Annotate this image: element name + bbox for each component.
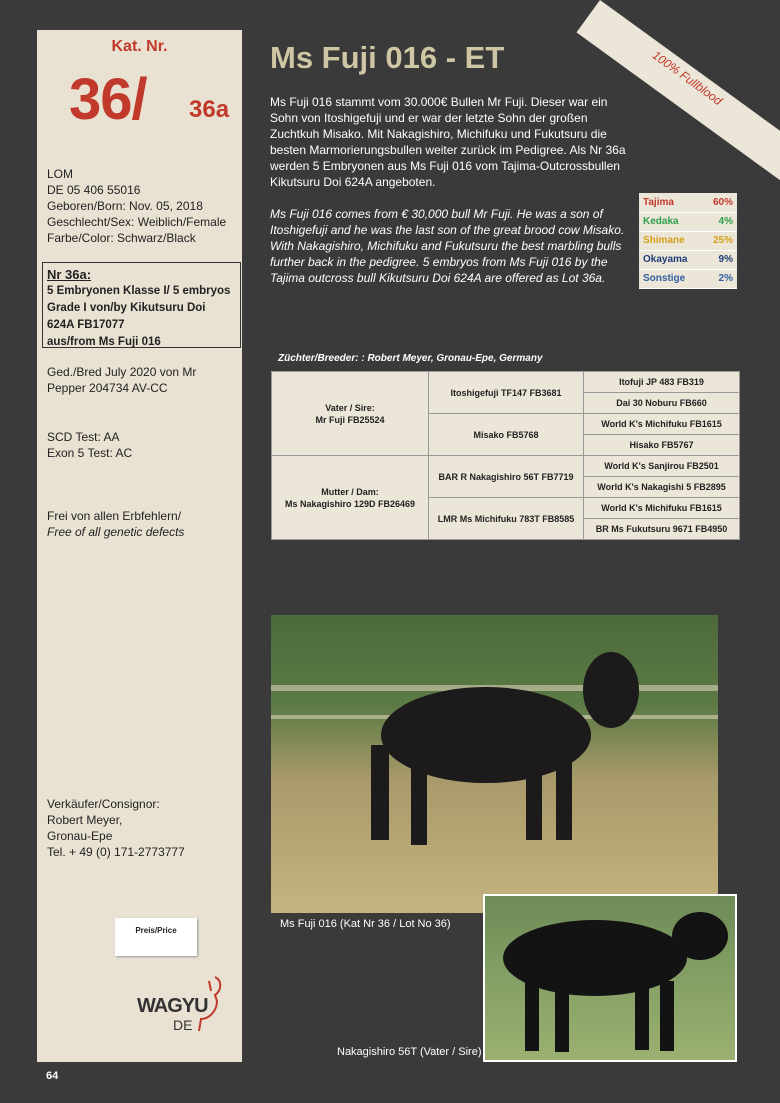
description-en: Ms Fuji 016 comes from € 30,000 bull Mr Fuji. He was a son of Itoshigefuji and he was the last son of the great brood cow Misako. With Nakagishiro, Michifuku and Fukutsuru the best marbling bulls further back in the pedigree. 5 embryos from Ms Fuji 016 by the Tajima outcross bull Kikutsuru Doi 624A are offered as Lot 36a.	[270, 207, 625, 285]
genetics-name: Kedaka	[639, 212, 703, 231]
sire-dam-cell: Misako FB5768	[429, 414, 584, 456]
consignor-block	[47, 796, 185, 860]
consignor-phone: Tel. + 49 (0) 171-2773777	[47, 845, 185, 859]
genetics-name: Okayama	[639, 250, 703, 269]
bred-block	[47, 364, 196, 396]
pedigree-table	[271, 371, 740, 540]
born-date: Geboren/Born: Nov. 05, 2018	[47, 199, 203, 213]
cow-photo	[271, 615, 718, 913]
sidebar	[37, 30, 242, 1062]
lot-number-secondary: 36a	[189, 96, 230, 123]
lot-36a-box	[42, 262, 241, 348]
consignor-label: Verkäufer/Consignor:	[47, 797, 160, 811]
color: Farbe/Color: Schwarz/Black	[47, 231, 196, 245]
bred-line: Pepper 204734 AV-CC	[47, 381, 168, 395]
genetics-name: Tajima	[639, 193, 703, 212]
lom-block	[47, 166, 226, 246]
exon-test: Exon 5 Test: AC	[47, 446, 133, 460]
genetics-percent: 9%	[703, 250, 737, 269]
genetics-row	[639, 250, 737, 269]
ancestor-cell: World K's Nakagishi 5 FB2895	[584, 477, 740, 498]
page-title: Ms Fuji 016 - ET	[270, 40, 505, 75]
logo-text: WAGYU	[137, 995, 208, 1017]
logo-subtext: DE	[173, 1017, 193, 1033]
ancestor-cell: Hisako FB5767	[584, 435, 740, 456]
genetics-percent: 25%	[703, 231, 737, 250]
defects-en: Free of all genetic defects	[47, 525, 185, 539]
genetics-row	[639, 231, 737, 250]
description-de: Ms Fuji 016 stammt vom 30.000€ Bullen Mr Fuji. Dieser war ein Sohn von Itoshigefuji und er war der letzte Sohn der großen Zuchtkuh Misako. Mit Nakagishiro, Michifuku und Fukutsuru die besten Marmorierungsbullen weiter zurück im Pedigree. Als Nr 36a werden 5 Embryonen aus Ms Fuji 016 vom Tajima-Outcrossbullen Kikutsuru Doi 624A angeboten.	[270, 95, 626, 189]
ancestor-cell: World K's Michifuku FB1615	[584, 414, 740, 435]
genetics-row	[639, 212, 737, 231]
lom-label: LOM	[47, 167, 74, 181]
fullblood-banner-text: 100% Fullblood	[649, 48, 725, 108]
sire-label: Vater / Sire:	[325, 402, 375, 413]
breeder-line: Züchter/Breeder: : Robert Meyer, Gronau-Epe, Germany	[278, 353, 543, 364]
ancestor-cell: Dai 30 Noburu FB660	[584, 393, 740, 414]
sire-name: Mr Fuji FB25524	[315, 414, 385, 425]
genetics-percent: 4%	[703, 212, 737, 231]
page-number: 64	[46, 1070, 59, 1082]
consignor-place: Gronau-Epe	[47, 829, 113, 843]
ancestor-cell: World K's Michifuku FB1615	[584, 498, 740, 519]
consignor-name: Robert Meyer,	[47, 813, 123, 827]
lot-number: 36/	[69, 67, 147, 132]
sex: Geschlecht/Sex: Weiblich/Female	[47, 215, 227, 229]
ancestor-cell: BR Ms Fukutsuru 9671 FB4950	[584, 519, 740, 540]
lot-36a-head: Nr 36a:	[47, 267, 92, 282]
photo-caption-1: Ms Fuji 016 (Kat Nr 36 / Lot No 36)	[280, 918, 451, 930]
lot-36a-line: aus/from Ms Fuji 016	[47, 336, 161, 348]
genetics-percent: 2%	[703, 269, 737, 288]
genetics-table	[639, 193, 737, 289]
scd-test: SCD Test: AA	[47, 430, 120, 444]
lot-36a-line: 5 Embryonen Klasse I/ 5 embryos	[47, 285, 231, 297]
bred-line: Ged./Bred July 2020 von Mr	[47, 365, 197, 379]
dam-label: Mutter / Dam:	[321, 486, 379, 497]
lom-number: DE 05 406 55016	[47, 183, 141, 197]
price-box: Preis/Price	[115, 918, 197, 956]
kat-label: Kat. Nr.	[111, 38, 168, 55]
cow-illustration	[271, 615, 718, 913]
ancestor-cell: Itofuji JP 483 FB319	[584, 372, 740, 393]
dam-sire-cell: BAR R Nakagishiro 56T FB7719	[429, 456, 584, 498]
tests-block	[47, 429, 132, 461]
bull-illustration	[485, 896, 735, 1060]
genetics-row	[639, 193, 737, 212]
defects-de: Frei von allen Erbfehlern/	[47, 509, 182, 523]
genetics-name: Shimane	[639, 231, 703, 250]
genetics-percent: 60%	[703, 193, 737, 212]
genetics-name: Sonstige	[639, 269, 703, 288]
ancestor-cell: World K's Sanjirou FB2501	[584, 456, 740, 477]
sire-sire-cell: Itoshigefuji TF147 FB3681	[429, 372, 584, 414]
genetics-row	[639, 269, 737, 288]
photo-caption-2: Nakagishiro 56T (Vater / Sire)	[337, 1046, 482, 1058]
sire-photo	[483, 894, 737, 1062]
lot-36a-line: 624A FB17077	[47, 319, 125, 331]
dam-dam-cell: LMR Ms Michifuku 783T FB8585	[429, 498, 584, 540]
dam-cell	[272, 456, 429, 540]
defects-block	[47, 508, 184, 540]
dam-name: Ms Nakagishiro 129D FB26469	[284, 498, 416, 509]
sire-cell	[272, 372, 429, 456]
lot-36a-line: Grade I von/by Kikutsuru Doi	[47, 302, 206, 314]
